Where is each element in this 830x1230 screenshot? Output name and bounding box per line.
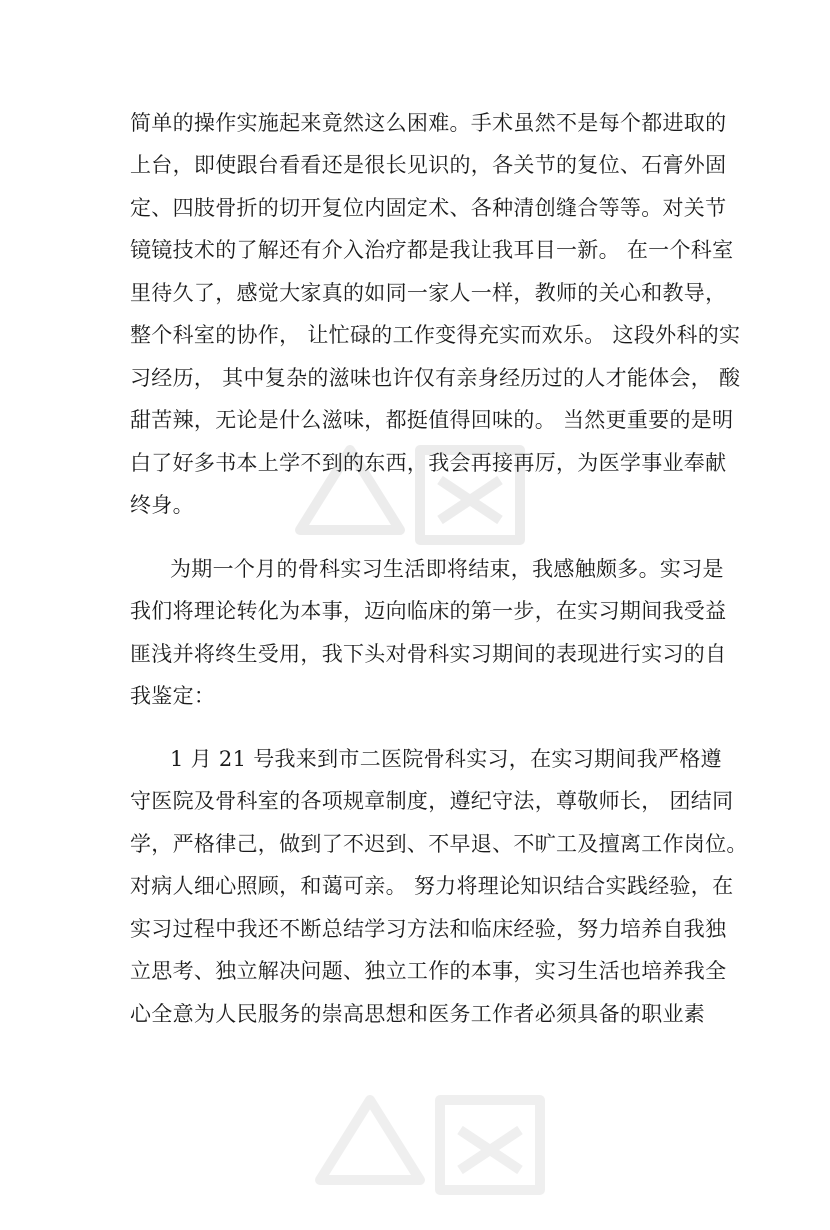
- text-line: 简单的操作实施起来竟然这么困难。手术虽然不是每个都进取的: [130, 111, 727, 135]
- text-line: 对病人细心照顾，和蔼可亲。 努力将理论知识结合实践经验，在: [130, 874, 734, 898]
- text-line: 白了好多书本上学不到的东西，我会再接再厉，为医学事业奉献: [130, 451, 727, 475]
- text-line: 我鉴定：: [130, 684, 216, 708]
- text-line: 习经历， 其中复杂的滋味也许仅有亲身经历过的人才能体会， 酸: [130, 366, 741, 390]
- text-line: 上台，即使跟台看看还是很长见识的，各关节的复位、石膏外固: [130, 153, 727, 177]
- text-line: 终身。: [130, 493, 194, 517]
- text-line: 整个科室的协作， 让忙碌的工作变得充实而欢乐。 这段外科的实: [130, 323, 741, 347]
- text-line: 1 月 21 号我来到市二医院骨科实习，在实习期间我严格遵: [170, 747, 722, 771]
- text-line: 定、四肢骨折的切开复位内固定术、各种清创缝合等等。对关节: [130, 196, 727, 220]
- text-line: 我们将理论转化为本事，迈向临床的第一步，在实习期间我受益: [130, 599, 727, 623]
- text-line: 匪浅并将终生受用，我下头对骨科实习期间的表现进行实习的自: [130, 642, 727, 666]
- text-line: 守医院及骨科室的各项规章制度，遵纪守法，尊敬师长， 团结同: [130, 789, 734, 813]
- text-line: 心全意为人民服务的崇高思想和医务工作者必须具备的职业素: [130, 1002, 706, 1026]
- text-line: 里待久了，感觉大家真的如同一家人一样，教师的关心和教导，: [130, 281, 727, 305]
- text-line: 实习过程中我还不断总结学习方法和临床经验，努力培养自我独: [130, 917, 727, 941]
- document-watermark-icon: [300, 1060, 560, 1230]
- text-line: 甜苦辣，无论是什么滋味，都挺值得回味的。 当然更重要的是明: [130, 408, 734, 432]
- text-line: 为期一个月的骨科实习生活即将结束，我感触颇多。实习是: [170, 557, 724, 581]
- text-line: 镜镜技术的了解还有介入治疗都是我让我耳目一新。 在一个科室: [130, 238, 734, 262]
- text-line: 学，严格律己，做到了不迟到、不早退、不旷工及擅离工作岗位。: [130, 832, 748, 856]
- text-line: 立思考、独立解决问题、独立工作的本事，实习生活也培养我全: [130, 959, 727, 983]
